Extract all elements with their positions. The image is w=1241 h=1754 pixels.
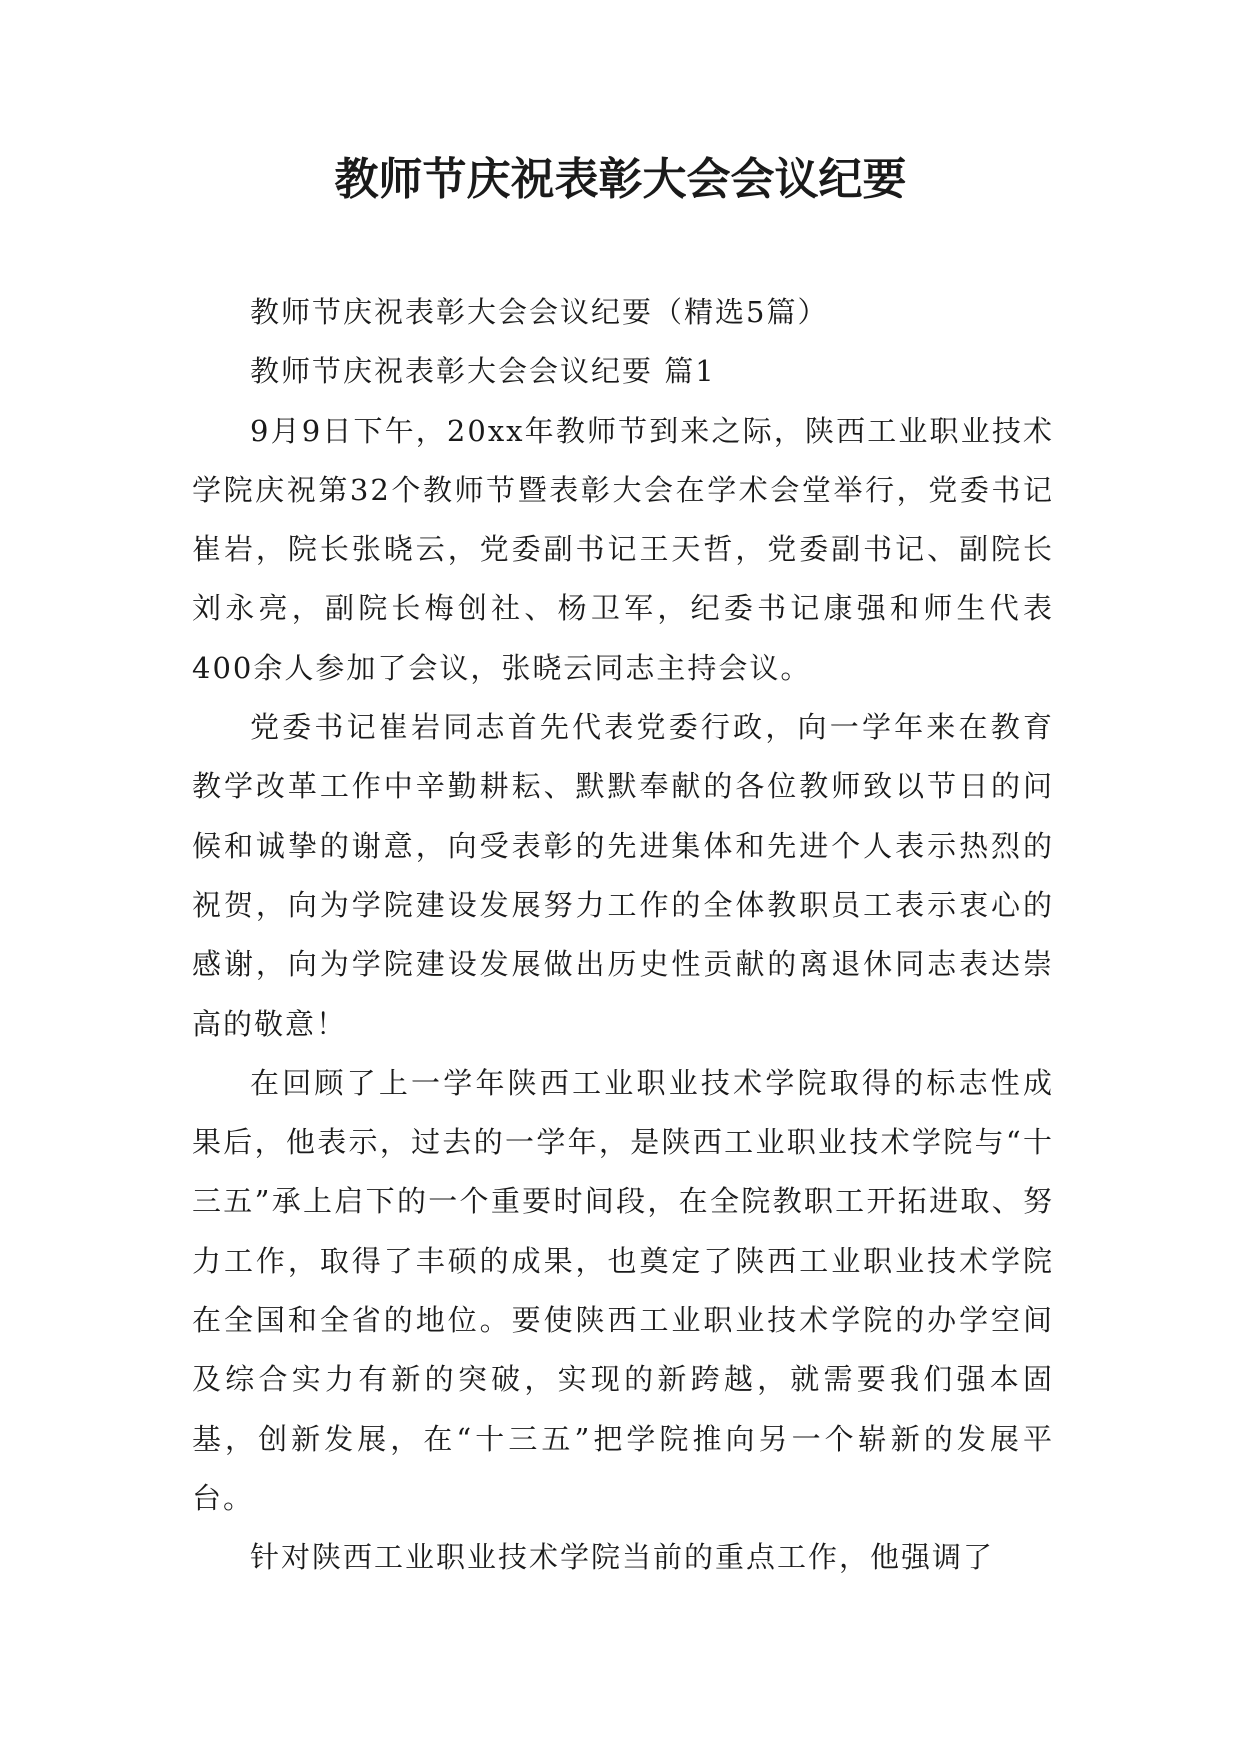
body-paragraph: 在回顾了上一学年陕西工业职业技术学院取得的标志性成果后，他表示，过去的一学年，是陕西工业职业技术学院与“十三五”承上启下的一个重要时间段，在全院教职工开拓进取、努力工作，取得了丰硕的成果，也奠定了陕西工业职业技术学院在全国和全省的地位。要使陕西工业职业技术学院的办学空间及综合实力有新的突破，实现的新跨越，就需要我们强本固基，创新发展，在“十三五”把学院推向另一个崭新的发展平台。: [192, 1065, 1054, 1515]
body-paragraph: 党委书记崔岩同志首先代表党委行政，向一学年来在教育教学改革工作中辛勤耕耘、默默奉献的各位教师致以节日的问候和诚挚的谢意，向受表彰的先进集体和先进个人表示热烈的祝贺，向为学院建设发展努力工作的全体教职员工表示衷心的感谢，向为学院建设发展做出历史性贡献的离退休同志表达崇高的敬意！: [192, 710, 1054, 1041]
section-heading: 教师节庆祝表彰大会会议纪要 篇1: [250, 354, 716, 389]
document-title: 教师节庆祝表彰大会会议纪要: [334, 154, 907, 205]
body-paragraph: 针对陕西工业职业技术学院当前的重点工作，他强调了: [250, 1540, 995, 1575]
body-paragraph: 9月9日下午，20xx年教师节到来之际，陕西工业职业技术学院庆祝第32个教师节暨表彰大会在学术会堂举行，党委书记崔岩，院长张晓云，党委副书记王天哲，党委副书记、副院长刘永亮，副院长梅创社、杨卫军，纪委书记康强和师生代表400余人参加了会议，张晓云同志主持会议。: [192, 413, 1054, 685]
subtitle-paragraph: 教师节庆祝表彰大会会议纪要（精选5篇）: [250, 295, 829, 329]
document-body: [192, 283, 1054, 1588]
